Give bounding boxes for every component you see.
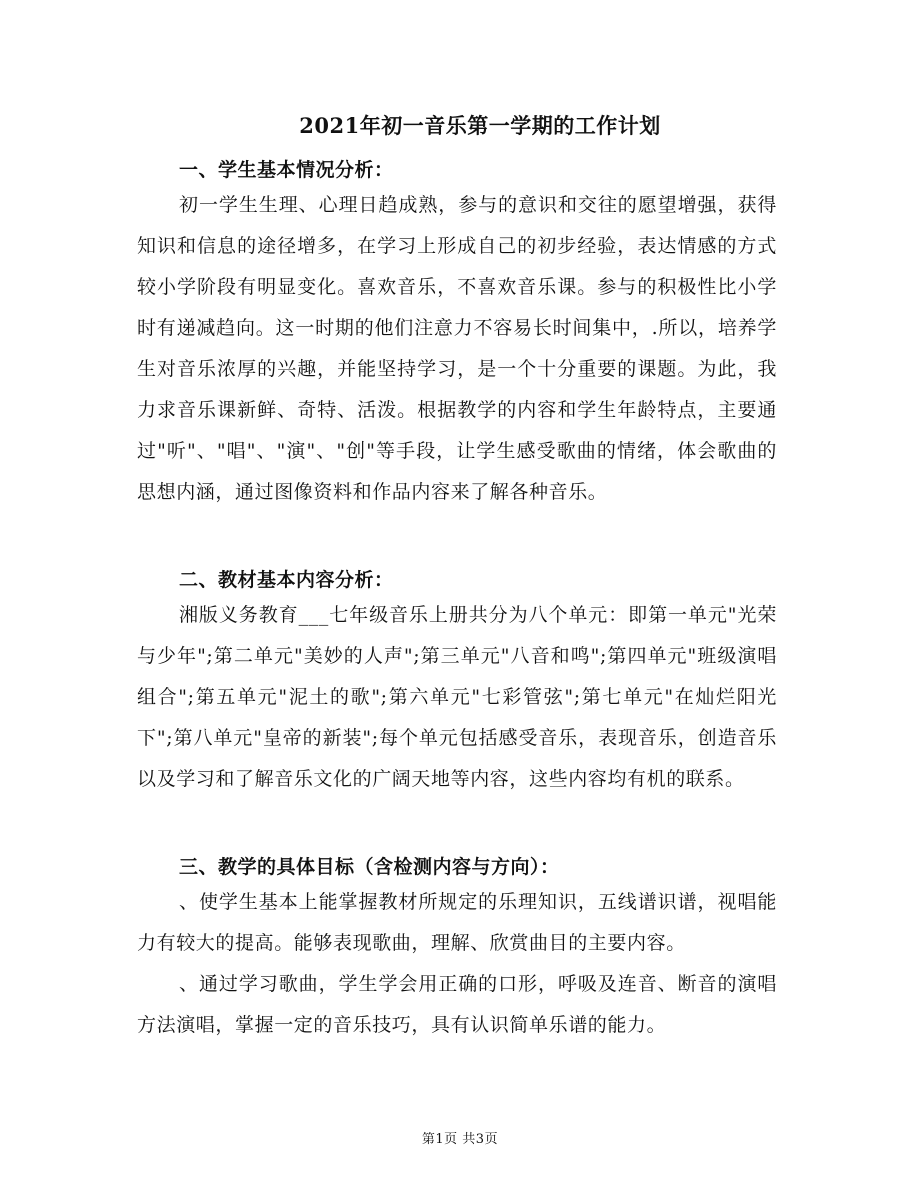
document-title: 2021年初一音乐第一学期的工作计划 [299,113,661,138]
section-1-paragraph-1: 初一学生生理、心理日趋成熟，参与的意识和交往的愿望增强，获得知识和信息的途径增多，在学习上形成自己的初步经验，表达情感的方式较小学阶段有明显变化。喜欢音乐，不喜欢音乐课。参与的积极性比小学时有递减趋向。这一时期的他们注意力不容易长时间集中，.所以，培养学生对音乐浓厚的兴趣，并能坚持学习，是一个十分重要的课题。为此，我力求音乐课新鲜、奇特、活泼。根据教学的内容和学生年龄特点，主要通过"听"、"唱"、"演"、"创"等手段，让学生感受歌曲的情绪，体会歌曲的思想内涵，通过图像资料和作品内容来了解各种音乐。 [137,194,777,503]
section-heading-2: 二、教材基本内容分析： [179,569,394,591]
page-footer: 第1页 共3页 [421,1132,499,1147]
section-3-paragraph-2: 、通过学习歌曲，学生学会用正确的口形，呼吸及连音、断音的演唱方法演唱，掌握一定的音乐技巧，具有认识简单乐谱的能力。 [137,973,777,1036]
section-heading-1: 一、学生基本情况分析： [179,159,394,181]
section-2-paragraph-1: 湘版义务教育___七年级音乐上册共分为八个单元：即第一单元"光荣与少年";第二单元"美妙的人声";第三单元"八音和鸣";第四单元"班级演唱组合";第五单元"泥土的歌";第六单元"七彩管弦";第七单元"在灿烂阳光下";第八单元"皇帝的新装";每个单元包括感受音乐，表现音乐，创造音乐以及学习和了解音乐文化的广阔天地等内容，这些内容均有机的联系。 [137,604,777,790]
section-heading-3: 三、教学的具体目标（含检测内容与方向）： [179,856,560,878]
section-3-paragraph-1: 、使学生基本上能掌握教材所规定的乐理知识，五线谱识谱，视唱能力有较大的提高。能够表现歌曲，理解、欣赏曲目的主要内容。 [137,891,777,954]
